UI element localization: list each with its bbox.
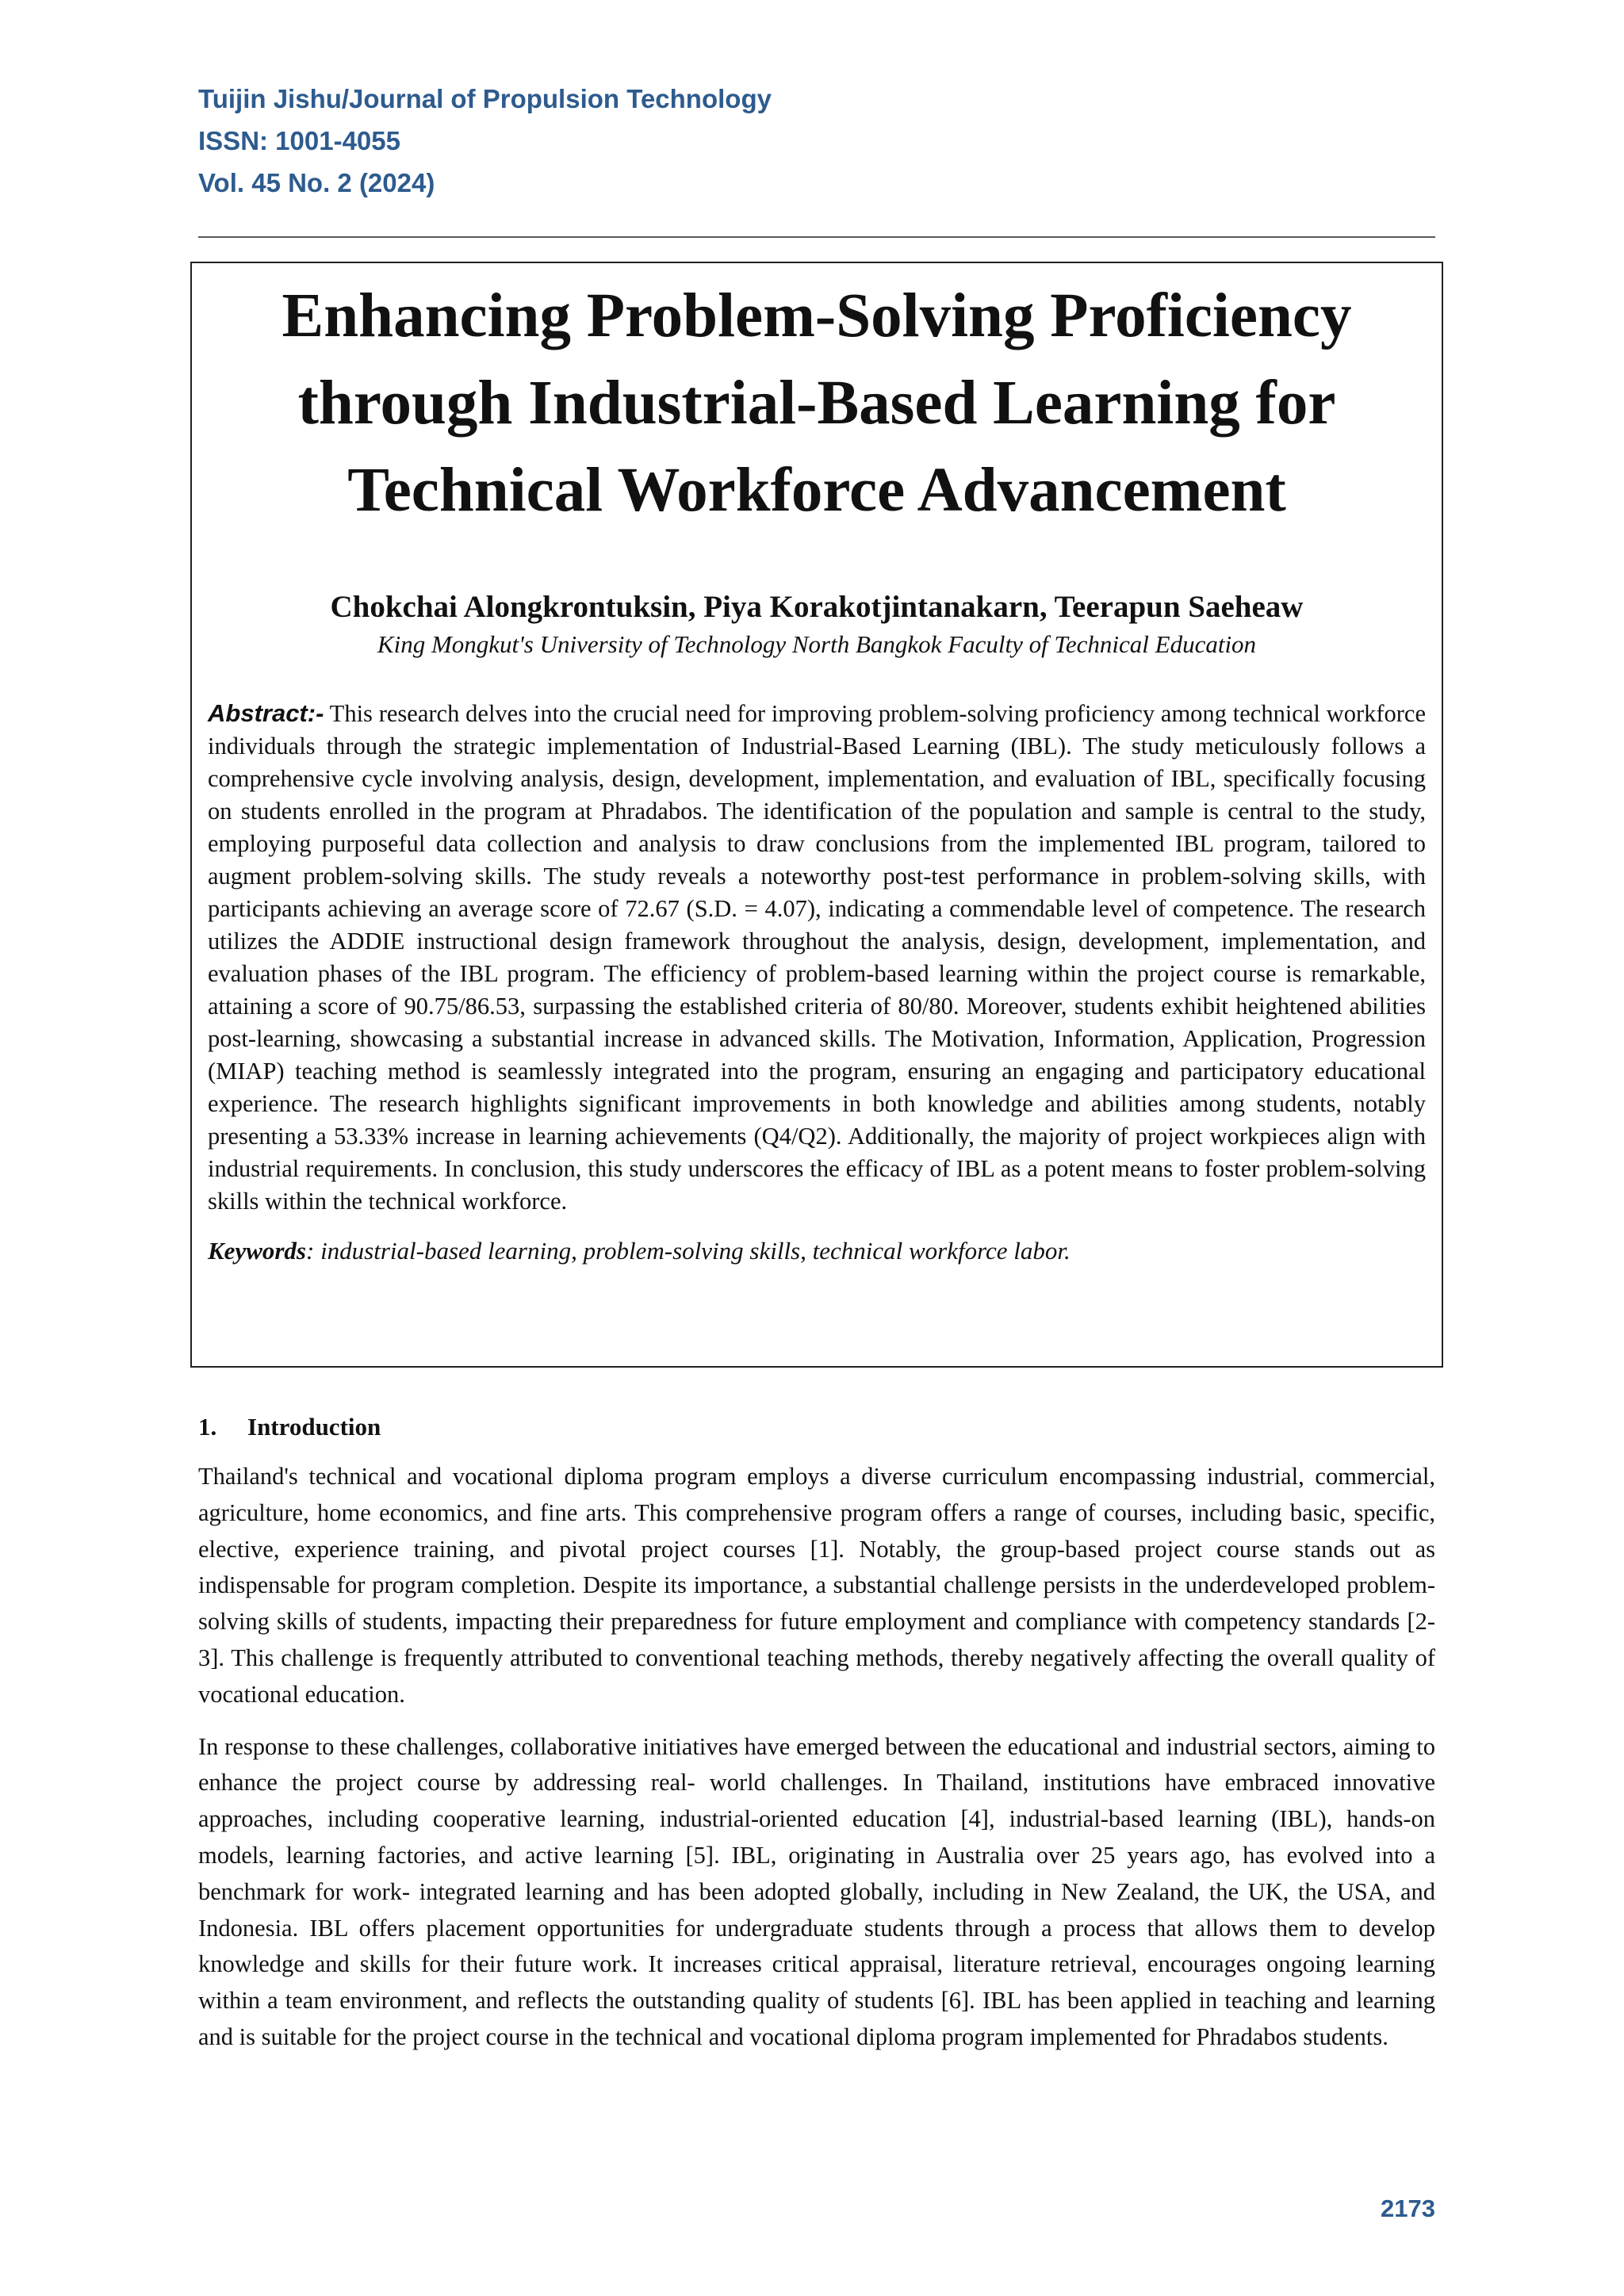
author-list: Chokchai Alongkrontuksin, Piya Korakotjintanakarn, Teerapun Saeheaw	[330, 590, 1304, 624]
paragraph: Thailand's technical and vocational diploma program employs a diverse curriculum encompassing industrial, commercial, agriculture, home economics, and fine arts. This comprehensive program offers a range of courses, including basic, specific, elective, experience training, and pivotal project courses [1]. Notably, the group-based project course stands out as indispensable for program completion. Despite its importance, a substantial challenge persists in the underdeveloped problem-solving skills of students, impacting their preparedness for future employment and compliance with competency standards [2-3]. This challenge is frequently attributed to conventional teaching methods, thereby negatively affecting the overall quality of vocational education.	[198, 1463, 1435, 1708]
section-title: Introduction	[247, 1413, 381, 1441]
journal-volume: Vol. 45 No. 2 (2024)	[198, 168, 435, 197]
keywords-label: Keywords	[208, 1237, 306, 1265]
abstract-text: This research delves into the crucial need for improving problem-solving proficiency among technical workforce individuals through the strategic implementation of Industrial-Based Learning (IBL). The study meticulously follows a comprehensive cycle involving analysis, design, development, implementation, and evaluation of IBL, specifically focusing on students enrolled in the program at Phradabos. The identification of the population and sample is central to the study, employing purposeful data collection and analysis to draw conclusions from the implemented IBL program, tailored to augment problem-solving skills. The study reveals a noteworthy post-test performance in problem-solving skills, with participants achieving an average score of 72.67 (S.D. = 4.07), indicating a commendable level of competence. The research utilizes the ADDIE instructional design framework throughout the analysis, design, development, implementation, and evaluation phases of the IBL program. The efficiency of problem-based learning within the project course is remarkable, attaining a score of 90.75/86.53, surpassing the established criteria of 80/80. Moreover, students exhibit heightened abilities post-learning, showcasing a substantial increase in advanced skills. The Motivation, Information, Application, Progression (MIAP) teaching method is seamlessly integrated into the program, ensuring an engaging and participatory educational experience. The research highlights significant improvements in both knowledge and abilities among students, notably presenting a 53.33% increase in learning achievements (Q4/Q2). Additionally, the majority of project workpieces align with industrial requirements. In conclusion, this study underscores the efficacy of IBL as a potent means to foster problem-solving skills within the technical workforce.	[208, 700, 1426, 1215]
abstract-label: Abstract:-	[208, 699, 324, 727]
introduction-body	[198, 1459, 1435, 2072]
paragraph: In response to these challenges, collaborative initiatives have emerged between the educational and industrial sectors, aiming to enhance the project course by addressing real- world challenges. In Thailand, institutions have embraced innovative approaches, including cooperative learning, industrial-oriented education [4], industrial-based learning (IBL), hands-on models, learning factories, and active learning [5]. IBL, originating in Australia over 25 years ago, has evolved into a benchmark for work- integrated learning and has been adopted globally, including in New Zealand, the UK, the USA, and Indonesia. IBL offers placement opportunities for undergraduate students through a process that allows them to develop knowledge and skills for their future work. It increases critical appraisal, literature retrieval, encourages ongoing learning within a team environment, and reflects the outstanding quality of students [6]. IBL has been applied in teaching and learning and is suitable for the project course in the technical and vocational diploma program implemented for Phradabos students.	[198, 1732, 1435, 2050]
journal-header	[198, 78, 1435, 204]
author-affiliation: King Mongkut's University of Technology North Bangkok Faculty of Technical Education	[377, 630, 1257, 658]
page-number: 2173	[1381, 2195, 1435, 2222]
abstract	[208, 697, 1426, 1218]
keywords-text: : industrial-based learning, problem-solving skills, technical workforce labor.	[306, 1237, 1071, 1265]
journal-name: Tuijin Jishu/Journal of Propulsion Technology	[198, 84, 772, 113]
journal-issn: ISSN: 1001-4055	[198, 126, 400, 155]
keywords	[208, 1234, 1426, 1268]
paper-title: Enhancing Problem-Solving Proficiency through Industrial-Based Learning for Technical Workforce Advancement	[282, 281, 1352, 525]
header-divider	[198, 236, 1435, 238]
section-heading-introduction	[198, 1411, 1435, 1443]
section-number: 1.	[198, 1413, 217, 1441]
title-abstract-box	[190, 262, 1443, 1368]
